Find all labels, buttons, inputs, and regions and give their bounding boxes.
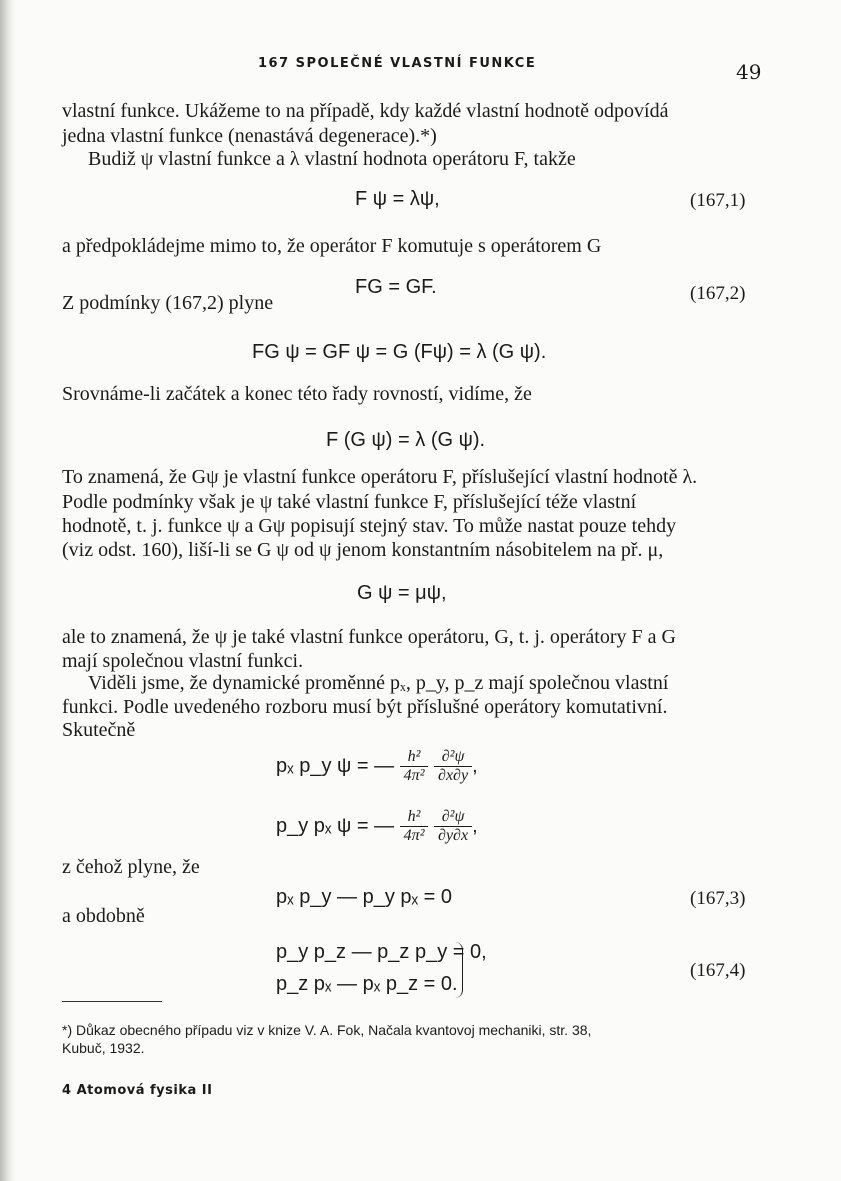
gutter-shadow [0,0,16,1181]
equation-number: (167,4) [690,960,746,981]
equation-pz-px: p_z pₓ — pₓ p_z = 0. [276,973,458,995]
equation-number: (167,1) [690,190,746,211]
text-line: Podle podmínky však je ψ také vlastní funkce F, příslušející téže vlastní [62,491,637,513]
text-line: (viz odst. 160), liší-li se G ψ od ψ jenom konstantním násobitelem na př. μ, [62,539,664,561]
running-title: 167 SPOLEČNÉ VLASTNÍ FUNKCE [258,56,537,71]
equation-px-py: pₓ p_y ψ = — $\frac{\text{h²}}{\text{4π²}}$ $\frac{\text{∂²ψ}}{\partial x\partial y}$ , [276,748,478,784]
text-line: vlastní funkce. Ukážeme to na případě, kdy každé vlastní hodnotě odpovídá [62,100,669,122]
equation-lhs: p_y pₓ ψ = — [276,814,395,837]
equation-chain: FG ψ = GF ψ = G (Fψ) = λ (G ψ). [252,341,547,363]
equation-g-psi: G ψ = μψ, [357,582,447,604]
equation-lhs: pₓ p_y ψ = — [276,754,395,777]
fraction: $\frac{\text{∂²ψ}}{\partial x\partial y}$ [434,748,472,785]
equation-py-pz: p_y p_z — p_z p_y = 0, [276,941,487,963]
text-line: jedna vlastní funkce (nenastává degenerace).*) [62,125,437,147]
text-line: Srovnáme-li začátek a konec této řady rovností, vidíme, že [62,383,532,405]
equation-167-2: FG = GF. [355,276,437,298]
right-brace [452,942,463,998]
text-line: a obdobně [62,905,145,927]
text-line: z čehož plyne, že [62,856,200,878]
text-line: hodnotě, t. j. funkce ψ a Gψ popisují stejný stav. To může nastat pouze tehdy [62,515,677,537]
equation-fg: F (G ψ) = λ (G ψ). [326,429,486,451]
text-line: funkci. Podle uvedeného rozboru musí být příslušné operátory komutativní. [62,696,668,718]
equation-py-px: p_y pₓ ψ = — $\frac{\text{h²}}{\text{4π²}}$ $\frac{\text{∂²ψ}}{\partial y\partial x}$ , [276,808,478,844]
equation-number: (167,3) [690,888,746,909]
footnote-line: *) Důkaz obecného případu viz v knize V. A. Fok, Načala kvantovoj mechaniki, str. 38, [62,1022,592,1038]
equation-number: (167,2) [690,283,746,304]
text-line: Skutečně [62,719,136,741]
fraction: $\frac{\text{h²}}{\text{4π²}}$ [400,808,429,845]
text-line: Budiž ψ vlastní funkce a λ vlastní hodnota operátoru F, takže [88,148,576,170]
fraction: $\frac{\text{∂²ψ}}{\partial y\partial x}$ [434,808,472,845]
text-line: Viděli jsme, že dynamické proměnné pₓ, p_y, p_z mají společnou vlastní [88,672,669,694]
page-number: 49 [736,60,762,84]
equation-167-1: F ψ = λψ, [355,188,440,210]
text-line: To znamená, že Gψ je vlastní funkce operátoru F, příslušející vlastní hodnotě λ. [62,466,698,488]
text-line: mají společnou vlastní funkci. [62,650,304,672]
footnote-line: Kubuč, 1932. [62,1040,145,1056]
fraction: $\frac{\text{h²}}{\text{4π²}}$ [400,748,429,785]
text-line: a předpokládejme mimo to, že operátor F komutuje s operátorem G [62,235,602,257]
equation-167-3: pₓ p_y — p_y pₓ = 0 [276,886,453,908]
signature-footer: 4 Atomová fysika II [62,1083,213,1098]
text-line: ale to znamená, že ψ je také vlastní funkce operátoru, G, t. j. operátory F a G [62,626,676,648]
text-line: Z podmínky (167,2) plyne [62,292,274,314]
footnote-rule [62,1001,162,1002]
